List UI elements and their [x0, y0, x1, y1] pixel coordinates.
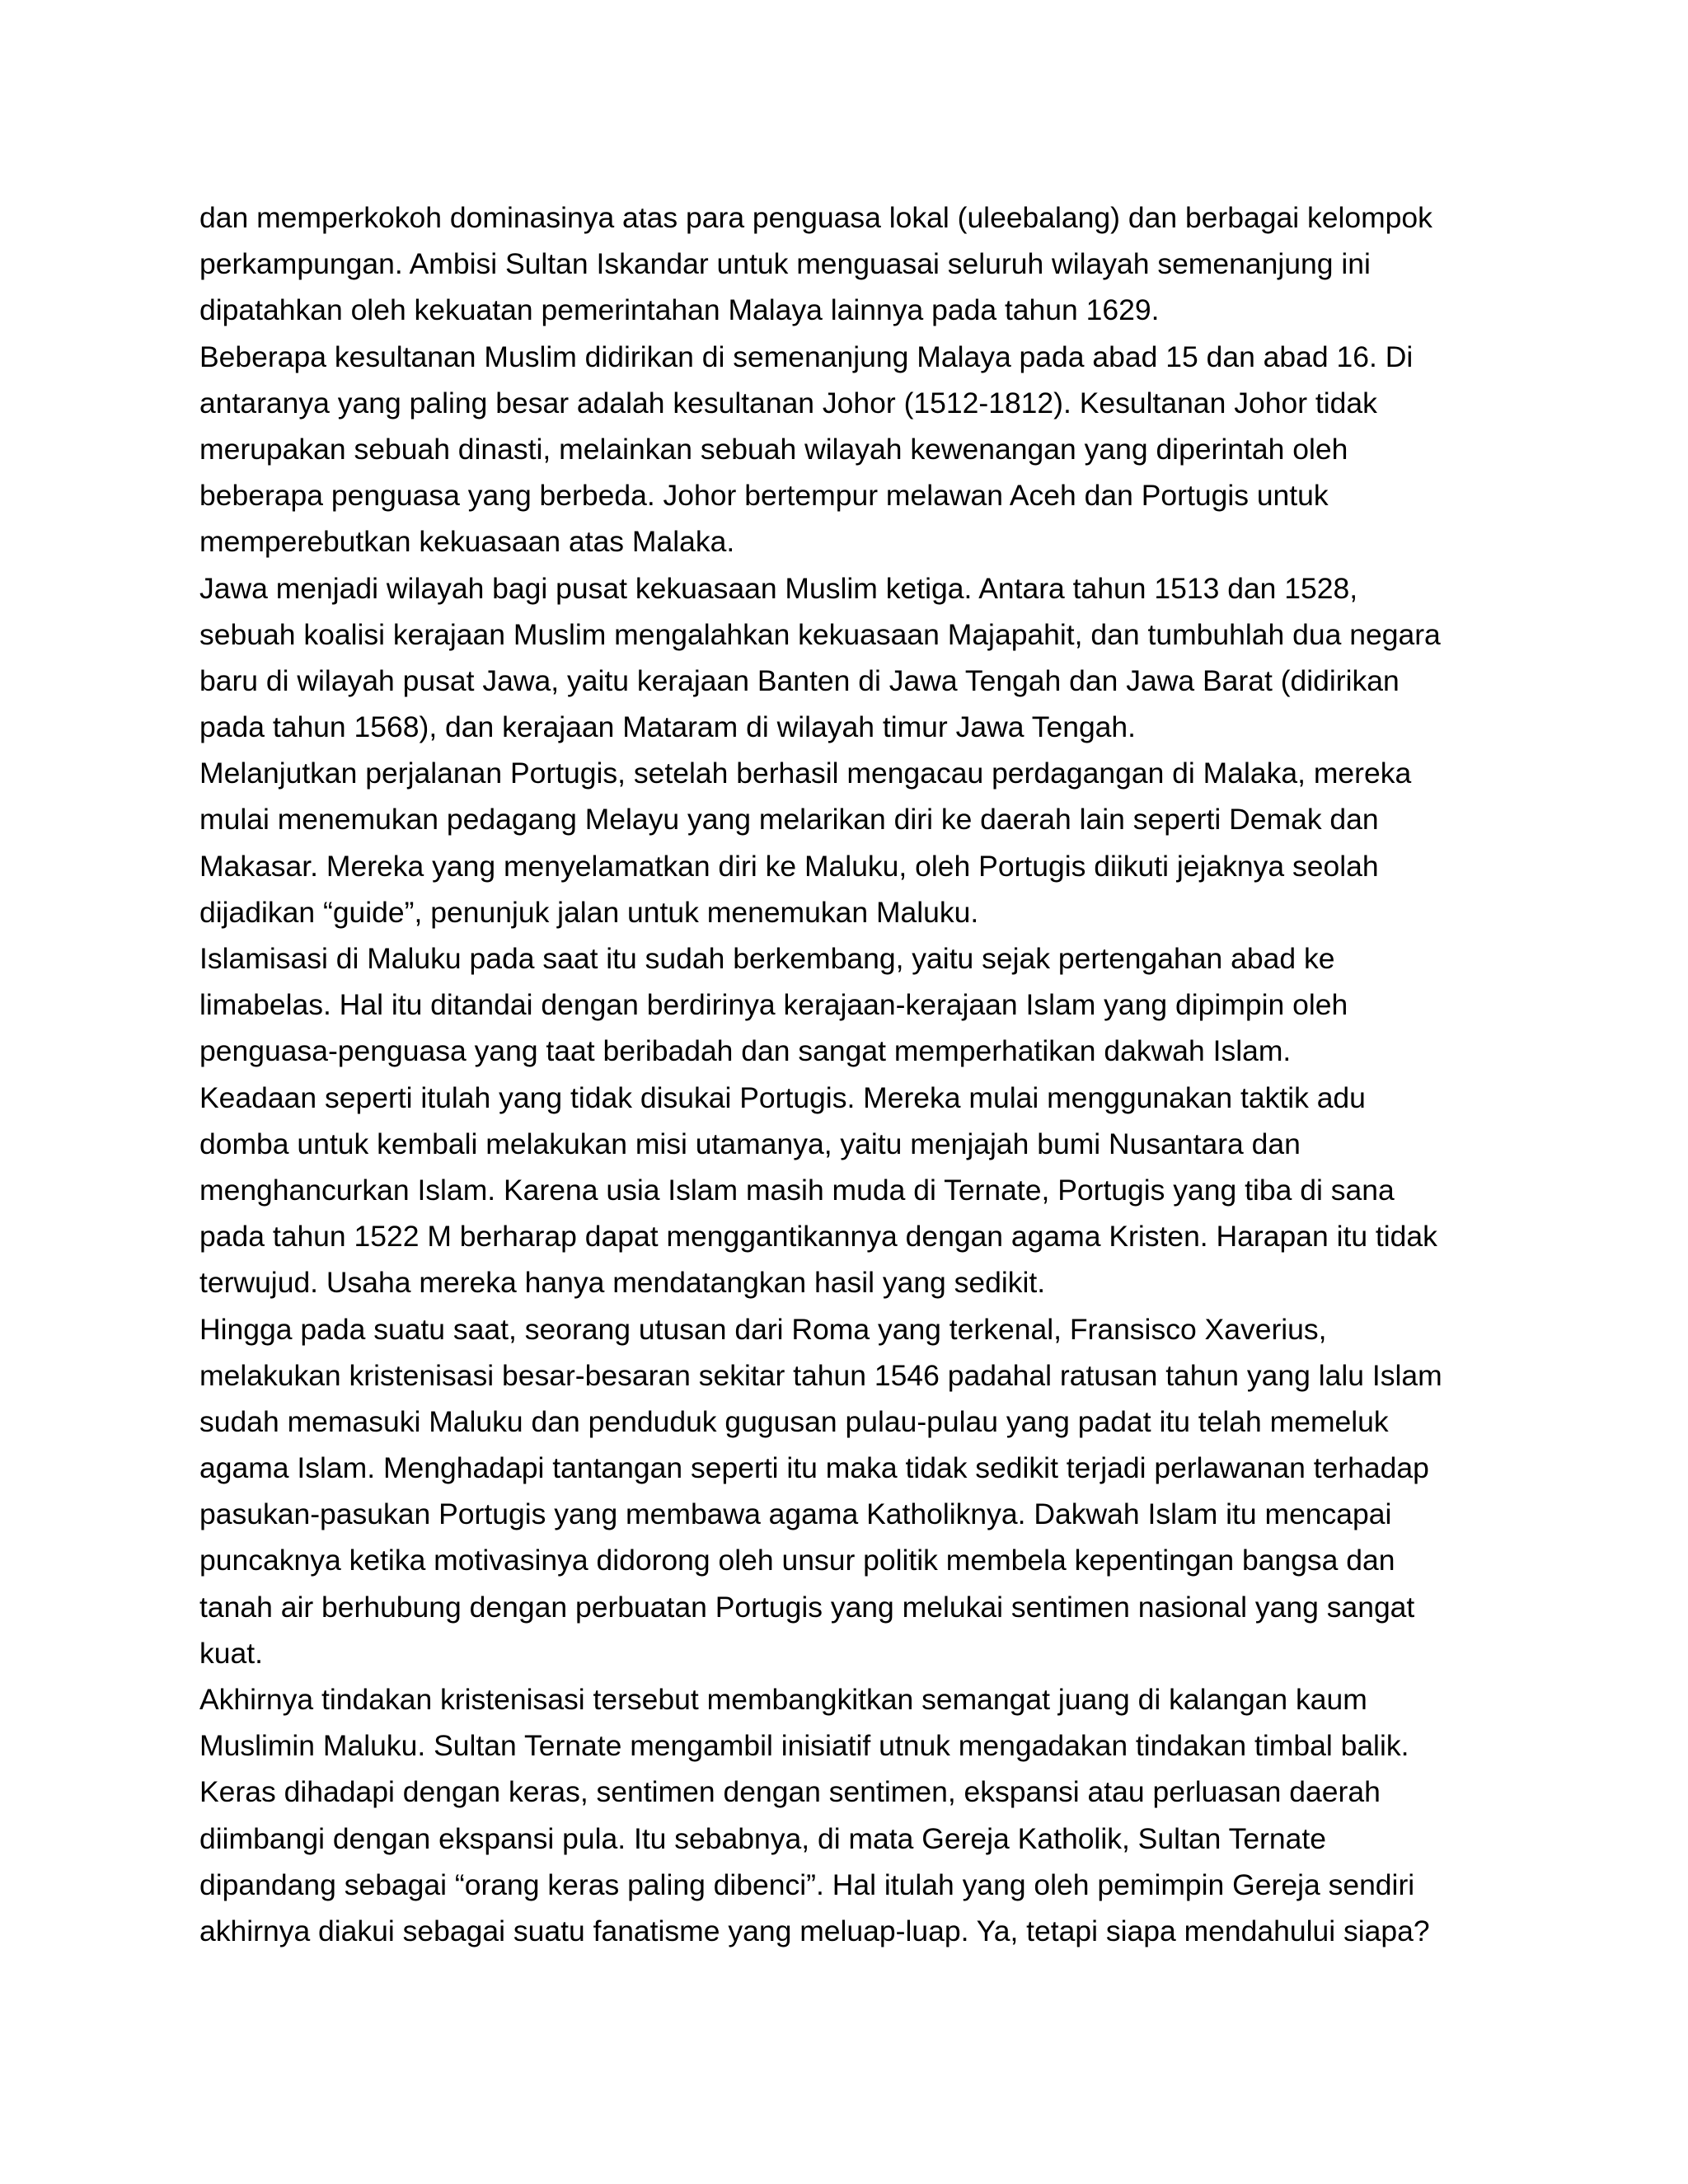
text-line: perkampungan. Ambisi Sultan Iskandar untuk menguasai seluruh wilayah semenanjung ini [199, 247, 1371, 281]
document-body [199, 194, 1518, 1954]
text-line: antaranya yang paling besar adalah kesultanan Johor (1512-1812). Kesultanan Johor tidak [199, 386, 1377, 419]
text-line: beberapa penguasa yang berbeda. Johor bertempur melawan Aceh dan Portugis untuk [199, 479, 1329, 513]
text-line: dijadikan “guide”, penunjuk jalan untuk menemukan Maluku. [199, 895, 979, 929]
text-line: Jawa menjadi wilayah bagi pusat kekuasaan Muslim ketiga. Antara tahun 1513 dan 1528, [199, 571, 1358, 605]
text-line: tanah air berhubung dengan perbuatan Portugis yang melukai sentimen nasional yang sangat [199, 1590, 1415, 1624]
text-line: memperebutkan kekuasaan atas Malaka. [199, 525, 735, 559]
text-line: agama Islam. Menghadapi tantangan seperti itu maka tidak sedikit terjadi perlawanan terhadap [199, 1451, 1429, 1485]
text-line: baru di wilayah pusat Jawa, yaitu kerajaan Banten di Jawa Tengah dan Jawa Barat (didirikan [199, 663, 1400, 697]
text-line: Islamisasi di Maluku pada saat itu sudah berkembang, yaitu sejak pertengahan abad ke [199, 942, 1335, 975]
text-line: akhirnya diakui sebagai suatu fanatisme yang meluap-luap. Ya, tetapi siapa mendahului siapa? [199, 1914, 1430, 1947]
text-line: puncaknya ketika motivasinya didorong oleh unsur politik membela kepentingan bangsa dan [199, 1544, 1395, 1577]
text-line: sebuah koalisi kerajaan Muslim mengalahkan kekuasaan Majapahit, dan tumbuhlah dua negara [199, 617, 1441, 651]
text-line: Hingga pada suatu saat, seorang utusan dari Roma yang terkenal, Fransisco Xaverius, [199, 1312, 1327, 1346]
text-line: Akhirnya tindakan kristenisasi tersebut membangkitkan semangat juang di kalangan kaum [199, 1683, 1367, 1716]
text-line: terwujud. Usaha mereka hanya mendatangkan hasil yang sedikit. [199, 1266, 1046, 1300]
text-line: limabelas. Hal itu ditandai dengan berdirinya kerajaan-kerajaan Islam yang dipimpin oleh [199, 988, 1348, 1022]
text-line: dan memperkokoh dominasinya atas para penguasa lokal (uleebalang) dan berbagai kelompok [199, 201, 1432, 234]
text-line: Melanjutkan perjalanan Portugis, setelah berhasil mengacau perdagangan di Malaka, mereka [199, 757, 1412, 790]
text-line: merupakan sebuah dinasti, melainkan sebuah wilayah kewenangan yang diperintah oleh [199, 432, 1348, 466]
text-line: menghancurkan Islam. Karena usia Islam masih muda di Ternate, Portugis yang tiba di sana [199, 1173, 1395, 1207]
text-line: diimbangi dengan ekspansi pula. Itu sebabnya, di mata Gereja Katholik, Sultan Ternate [199, 1821, 1326, 1855]
text-line: kuat. [199, 1636, 263, 1670]
text-line: melakukan kristenisasi besar-besaran sekitar tahun 1546 padahal ratusan tahun yang lalu Islam [199, 1358, 1442, 1392]
text-line: Beberapa kesultanan Muslim didirikan di semenanjung Malaya pada abad 15 dan abad 16. Di [199, 340, 1414, 373]
text-line: Muslimin Maluku. Sultan Ternate mengambil inisiatif utnuk mengadakan tindakan timbal balik. [199, 1729, 1409, 1763]
text-line: dipatahkan oleh kekuatan pemerintahan Malaya lainnya pada tahun 1629. [199, 293, 1160, 327]
text-line: Keadaan seperti itulah yang tidak disukai Portugis. Mereka mulai menggunakan taktik adu [199, 1080, 1366, 1114]
text-line: penguasa-penguasa yang taat beribadah dan sangat memperhatikan dakwah Islam. [199, 1034, 1292, 1068]
text-line: sudah memasuki Maluku dan penduduk gugusan pulau-pulau yang padat itu telah memeluk [199, 1404, 1389, 1438]
text-line: Makasar. Mereka yang menyelamatkan diri ke Maluku, oleh Portugis diikuti jejaknya seolah [199, 849, 1379, 883]
text-line: dipandang sebagai “orang keras paling dibenci”. Hal itulah yang oleh pemimpin Gereja sendiri [199, 1868, 1415, 1901]
text-line: pada tahun 1568), dan kerajaan Mataram di wilayah timur Jawa Tengah. [199, 710, 1137, 744]
text-line: Keras dihadapi dengan keras, sentimen dengan sentimen, ekspansi atau perluasan daerah [199, 1775, 1381, 1809]
text-line: pasukan-pasukan Portugis yang membawa agama Katholiknya. Dakwah Islam itu mencapai [199, 1497, 1392, 1531]
text-line: pada tahun 1522 M berharap dapat menggantikannya dengan agama Kristen. Harapan itu tidak [199, 1220, 1437, 1254]
text-line: mulai menemukan pedagang Melayu yang melarikan diri ke daerah lain seperti Demak dan [199, 803, 1379, 837]
text-line: domba untuk kembali melakukan misi utamanya, yaitu menjajah bumi Nusantara dan [199, 1127, 1301, 1160]
